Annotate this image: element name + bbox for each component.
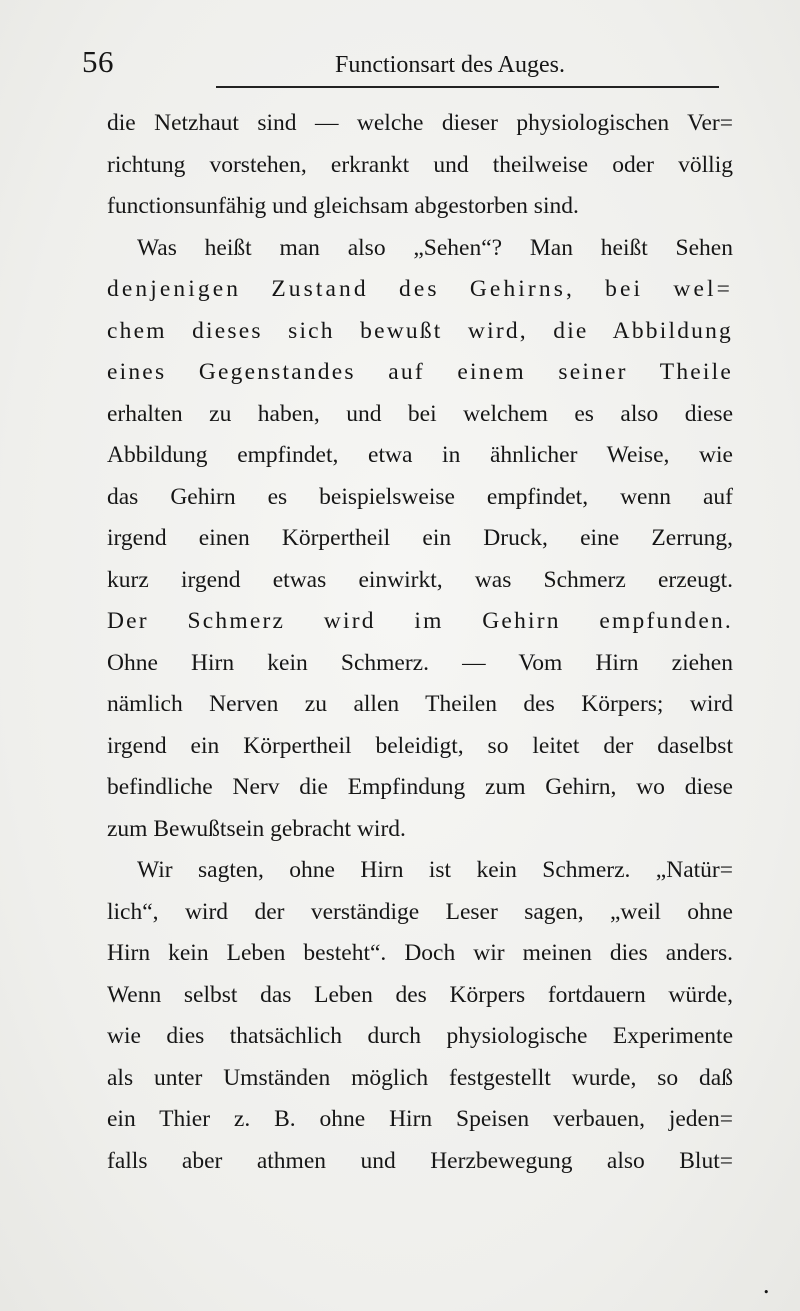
text-line: irgend einen Körpertheil ein Druck, eine Zerrung,	[107, 525, 733, 551]
text-line: befindliche Nerv die Empfindung zum Gehirn, wo diese	[107, 774, 733, 800]
text-line: Was heißt man also „Sehen“? Man heißt Sehen	[137, 234, 733, 261]
text-line: als unter Umständen möglich festgestellt wurde, so daß	[107, 1064, 733, 1091]
text-line: Der Schmerz wird im Gehirn empfunden.	[107, 608, 733, 634]
text-line: Abbildung empfindet, etwa in ähnlicher Weise, wie	[107, 442, 733, 468]
text-line: Wir sagten, ohne Hirn ist kein Schmerz. „Natür=	[137, 857, 733, 883]
text-line: Wenn selbst das Leben des Körpers fortdauern würde,	[107, 981, 733, 1008]
text-line: das Gehirn es beispielsweise empfindet, wenn auf	[107, 483, 733, 510]
text-line: eines Gegenstandes auf einem seiner Theile	[107, 359, 733, 385]
text-line: falls aber athmen und Herzbewegung also Blut=	[107, 1147, 733, 1174]
text-line: kurz irgend etwas einwirkt, was Schmerz erzeugt.	[107, 566, 733, 593]
text-line: die Netzhaut sind — welche dieser physiologischen Ver=	[107, 110, 733, 136]
text-line: nämlich Nerven zu allen Theilen des Körpers; wird	[107, 691, 733, 717]
text-line: Ohne Hirn kein Schmerz. — Vom Hirn ziehen	[107, 649, 733, 676]
running-head: Functionsart des Auges.	[335, 52, 565, 78]
text-line: zum Bewußtsein gebracht wird.	[107, 815, 406, 842]
text-line: lich“, wird der verständige Leser sagen, „weil ohne	[107, 898, 733, 925]
text-line: ein Thier z. B. ohne Hirn Speisen verbauen, jeden=	[107, 1106, 733, 1132]
text-line: denjenigen Zustand des Gehirns, bei wel=	[107, 276, 733, 302]
body-text	[107, 103, 733, 1182]
text-line: chem dieses sich bewußt wird, die Abbildung	[107, 317, 733, 344]
text-line: erhalten zu haben, und bei welchem es also diese	[107, 400, 733, 427]
text-line: functionsunfähig und gleichsam abgestorben sind.	[107, 193, 579, 219]
text-line: wie dies thatsächlich durch physiologische Experimente	[107, 1023, 733, 1049]
text-line: Hirn kein Leben besteht“. Doch wir meinen dies anders.	[107, 940, 733, 966]
margin-mark: •	[763, 1286, 770, 1299]
text-line: irgend ein Körpertheil beleidigt, so leitet der daselbst	[107, 732, 733, 759]
text-line: richtung vorstehen, erkrankt und theilweise oder völlig	[107, 151, 733, 178]
header-rule	[216, 86, 719, 88]
page-number: 56	[82, 44, 114, 79]
